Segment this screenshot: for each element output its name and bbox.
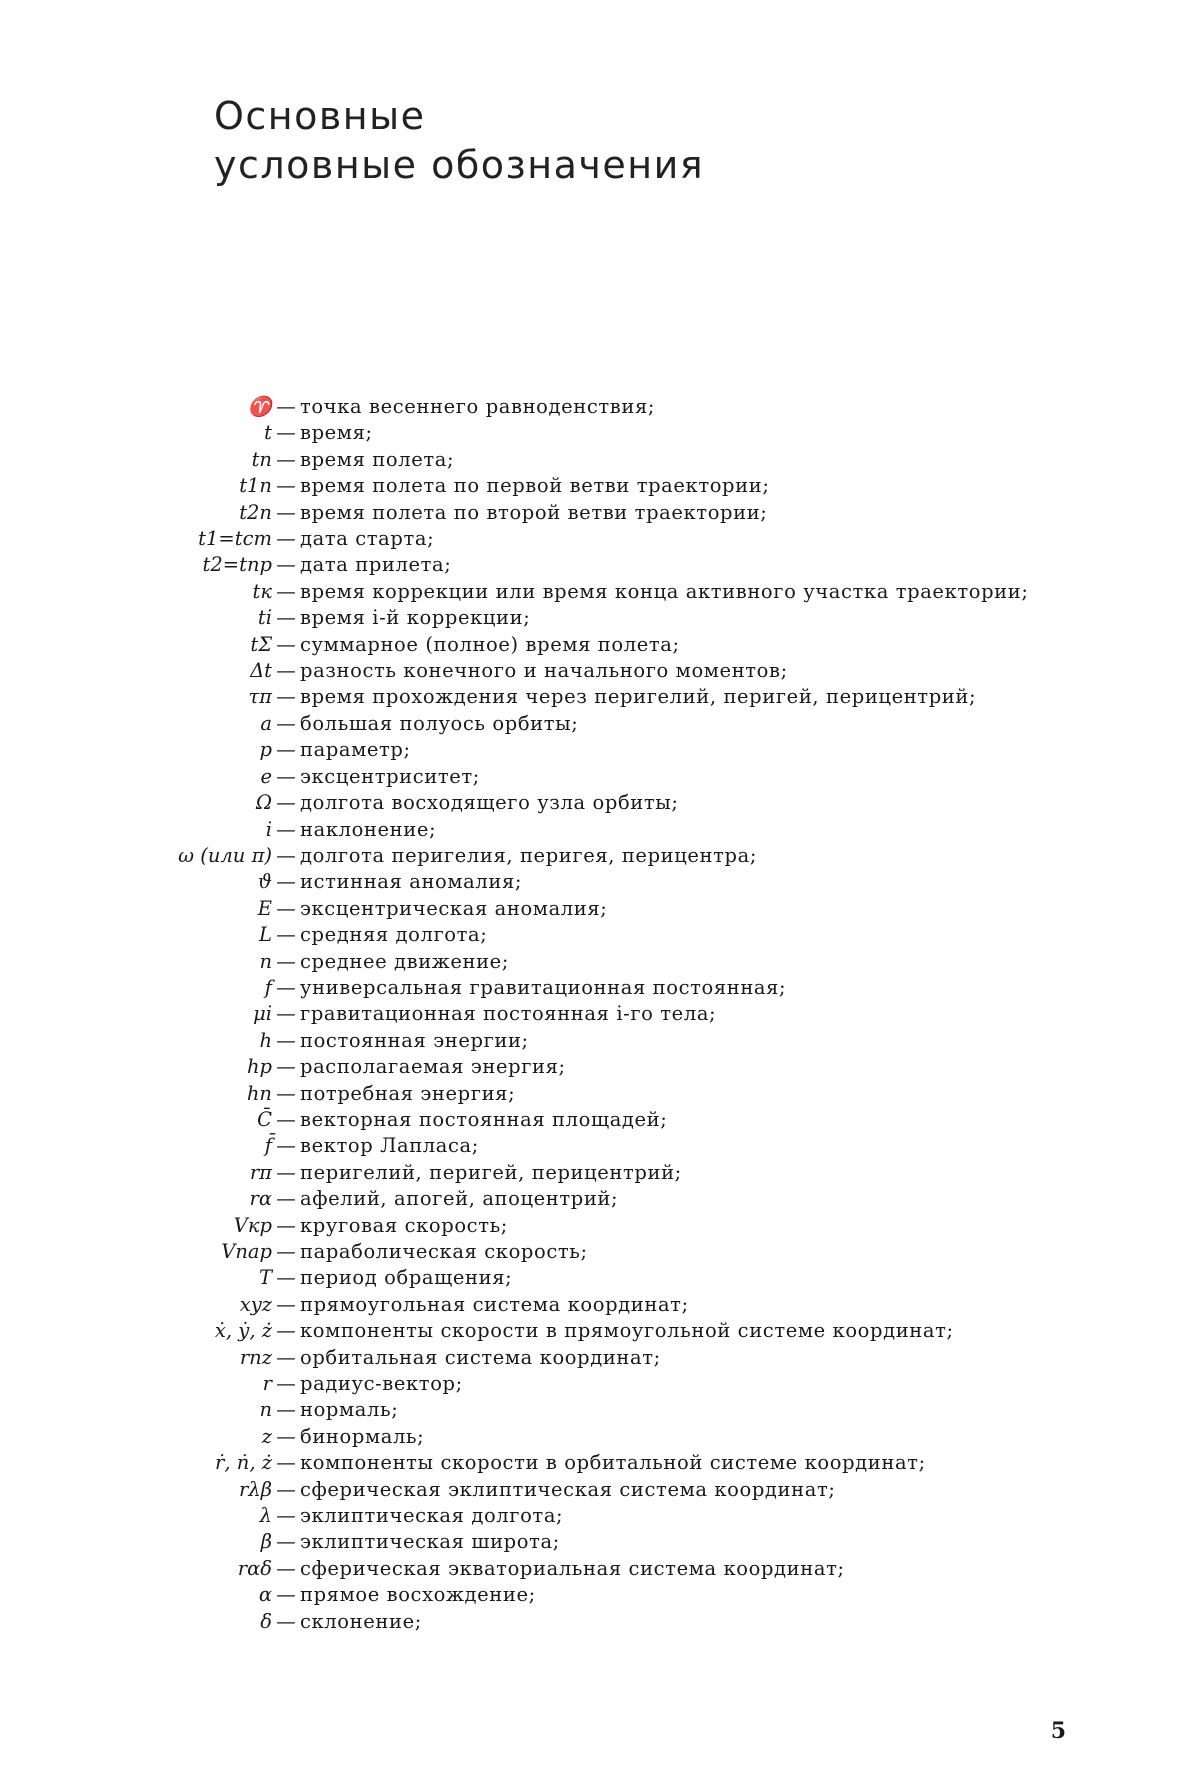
- notation-description: эксцентрическая аномалия;: [300, 896, 608, 920]
- notation-item: [0, 1213, 1200, 1239]
- notation-item: [0, 1186, 1200, 1212]
- notation-item: [0, 949, 1200, 975]
- notation-description: круговая скорость;: [300, 1213, 508, 1237]
- notation-description: прямоугольная система координат;: [300, 1292, 689, 1316]
- notation-symbol: ω (или π): [178, 843, 272, 867]
- notation-dash: —: [276, 1213, 296, 1237]
- notation-symbol: t2=tпр: [202, 553, 272, 577]
- notation-description: долгота перигелия, перигея, перицентра;: [300, 843, 757, 867]
- notation-symbol: xyz: [239, 1292, 272, 1316]
- notation-dash: —: [276, 1002, 296, 1026]
- notation-item: [0, 1477, 1200, 1503]
- notation-item: [0, 1582, 1200, 1608]
- notation-item: [0, 552, 1200, 578]
- notation-symbol: ẋ, ẏ, ż: [214, 1319, 272, 1343]
- notation-description: среднее движение;: [300, 949, 509, 973]
- notation-dash: —: [276, 791, 296, 815]
- notation-dash: —: [276, 1372, 296, 1396]
- notation-dash: —: [276, 1556, 296, 1580]
- notation-item: [0, 1503, 1200, 1529]
- notation-dash: —: [276, 395, 296, 418]
- notation-symbol: h: [259, 1028, 272, 1052]
- notation-symbol: λ: [259, 1504, 272, 1528]
- notation-symbol: r: [262, 1372, 272, 1396]
- notation-dash: —: [276, 764, 296, 788]
- notation-description: эксцентриситет;: [300, 764, 480, 788]
- notation-item: [0, 1239, 1200, 1265]
- notation-symbol: E: [257, 896, 272, 920]
- notation-item: [0, 711, 1200, 737]
- notation-dash: —: [276, 1583, 296, 1607]
- notation-description: средняя долгота;: [300, 923, 488, 947]
- notation-symbol: δ: [260, 1609, 272, 1633]
- notation-description: истинная аномалия;: [300, 870, 523, 894]
- notation-description: располагаемая энергия;: [300, 1055, 566, 1079]
- notation-item: [0, 605, 1200, 631]
- notation-item: [0, 1345, 1200, 1371]
- notation-symbol: n: [259, 949, 272, 973]
- notation-description: прямое восхождение;: [300, 1583, 536, 1607]
- notation-description: эклиптическая широта;: [300, 1530, 560, 1554]
- notation-description: бинормаль;: [300, 1424, 425, 1448]
- notation-item: [0, 579, 1200, 605]
- notation-dash: —: [276, 1292, 296, 1316]
- notation-symbol: hп: [246, 1081, 272, 1105]
- notation-dash: —: [276, 474, 296, 498]
- notation-symbol: e: [260, 764, 272, 788]
- notation-dash: —: [276, 949, 296, 973]
- notation-symbol: f: [264, 975, 272, 999]
- notation-item: [0, 1081, 1200, 1107]
- notation-dash: —: [276, 1424, 296, 1448]
- notation-item: [0, 1001, 1200, 1027]
- notation-description: потребная энергия;: [300, 1081, 516, 1105]
- notation-item: [0, 526, 1200, 552]
- notation-item: [0, 1424, 1200, 1450]
- notation-dash: —: [276, 923, 296, 947]
- notation-symbol: β: [260, 1530, 272, 1554]
- notation-symbol: t1п: [239, 474, 272, 498]
- notation-item: [0, 1397, 1200, 1423]
- notation-item: [0, 658, 1200, 684]
- notation-dash: —: [276, 1398, 296, 1422]
- notation-dash: —: [276, 1055, 296, 1079]
- notation-dash: —: [276, 685, 296, 709]
- notation-dash: —: [276, 500, 296, 524]
- notation-description: параболическая скорость;: [300, 1240, 588, 1263]
- notation-symbol: ti: [257, 606, 272, 630]
- notation-symbol: μi: [253, 1002, 272, 1026]
- notation-symbol: rnz: [239, 1345, 272, 1369]
- notation-dash: —: [276, 1530, 296, 1554]
- notation-item: [0, 869, 1200, 895]
- notation-dash: —: [276, 527, 296, 551]
- page-title: [214, 92, 704, 190]
- notation-description: склонение;: [300, 1609, 422, 1633]
- notation-symbol: rλβ: [239, 1477, 272, 1501]
- notation-item: [0, 1054, 1200, 1080]
- notation-symbol: rπ: [249, 1160, 272, 1184]
- notation-symbol: f̄: [264, 1134, 272, 1158]
- notation-dash: —: [276, 1081, 296, 1105]
- notation-item: [0, 1265, 1200, 1291]
- notation-description: дата прилета;: [300, 553, 452, 577]
- notation-description: время коррекции или время конца активного участка траектории;: [300, 579, 1029, 603]
- notation-symbol: L: [259, 923, 272, 947]
- notation-description: большая полуось орбиты;: [300, 711, 579, 735]
- notation-item: [0, 1556, 1200, 1582]
- notation-dash: —: [276, 711, 296, 735]
- notation-item: [0, 975, 1200, 1001]
- notation-description: разность конечного и начального моментов;: [300, 659, 788, 683]
- notation-description: дата старта;: [300, 527, 435, 551]
- notation-item: [0, 1529, 1200, 1555]
- notation-symbol: α: [258, 1583, 272, 1607]
- notation-dash: —: [276, 632, 296, 656]
- notation-dash: —: [276, 1504, 296, 1528]
- notation-dash: —: [276, 1266, 296, 1290]
- notation-item: [0, 896, 1200, 922]
- notation-item: [0, 764, 1200, 790]
- notation-symbol: tп: [251, 447, 272, 471]
- notation-item: [0, 394, 1200, 420]
- notation-symbol: τπ: [248, 685, 272, 709]
- notation-item: [0, 817, 1200, 843]
- notation-description: компоненты скорости в орбитальной системе координат;: [300, 1451, 926, 1475]
- notation-description: вектор Лапласа;: [300, 1134, 479, 1158]
- notation-description: постоянная энергии;: [300, 1028, 529, 1052]
- notation-description: орбитальная система координат;: [300, 1345, 661, 1369]
- notation-description: время;: [300, 421, 373, 445]
- notation-description: параметр;: [300, 738, 411, 762]
- notation-description: афелий, апогей, апоцентрий;: [300, 1187, 619, 1211]
- notation-symbol: t2п: [239, 500, 272, 524]
- notation-dash: —: [276, 1345, 296, 1369]
- notation-dash: —: [276, 1134, 296, 1158]
- page-title-line-2: условные обозначения: [214, 143, 705, 187]
- notation-item: [0, 1160, 1200, 1186]
- notation-symbol: a: [260, 711, 272, 735]
- notation-symbol: z: [261, 1424, 272, 1448]
- page-title-line-1: Основные: [214, 94, 426, 138]
- notation-item: [0, 420, 1200, 446]
- notation-dash: —: [276, 1477, 296, 1501]
- notation-symbol: Δt: [250, 659, 272, 683]
- notation-description: векторная постоянная площадей;: [300, 1107, 668, 1131]
- page-number: 5: [1050, 1718, 1066, 1744]
- notation-dash: —: [276, 553, 296, 577]
- notation-description: суммарное (полное) время полета;: [300, 632, 680, 656]
- notation-dash: —: [276, 1107, 296, 1131]
- notation-dash: —: [276, 817, 296, 841]
- notation-description: сферическая эклиптическая система координат;: [300, 1477, 836, 1501]
- notation-dash: —: [276, 447, 296, 471]
- notation-dash: —: [276, 843, 296, 867]
- notation-item: [0, 1318, 1200, 1344]
- notation-symbol: Vпар: [221, 1240, 272, 1263]
- notation-description: наклонение;: [300, 817, 437, 841]
- notation-description: время полета;: [300, 447, 455, 471]
- notation-item: [0, 1133, 1200, 1159]
- notation-symbol: tк: [252, 579, 272, 603]
- notation-symbol: Ω: [255, 791, 272, 815]
- notation-item: [0, 1371, 1200, 1397]
- notation-item: [0, 922, 1200, 948]
- notation-symbol: T: [258, 1266, 272, 1290]
- notation-symbol: hр: [246, 1055, 272, 1079]
- notation-symbol: rαδ: [237, 1556, 272, 1580]
- notation-dash: —: [276, 1240, 296, 1263]
- notation-item: [0, 632, 1200, 658]
- notation-item: [0, 684, 1200, 710]
- notation-description: точка весеннего равноденствия;: [300, 395, 656, 418]
- notation-symbol: p: [259, 738, 272, 762]
- notation-dash: —: [276, 896, 296, 920]
- notation-item: [0, 790, 1200, 816]
- notation-description: время полета по первой ветви траектории;: [300, 474, 770, 498]
- notation-dash: —: [276, 579, 296, 603]
- notation-description: универсальная гравитационная постоянная;: [300, 975, 787, 999]
- notation-item: [0, 737, 1200, 763]
- notation-item: [0, 843, 1200, 869]
- notation-symbol: rα: [249, 1187, 272, 1211]
- notation-description: время i-й коррекции;: [300, 606, 531, 630]
- notation-symbol: ṙ, ṅ, ż: [215, 1451, 272, 1475]
- notation-description: время прохождения через перигелий, перигей, перицентрий;: [300, 685, 977, 709]
- notation-item: [0, 1292, 1200, 1318]
- notation-dash: —: [276, 1451, 296, 1475]
- notation-item: [0, 1107, 1200, 1133]
- notation-list: [0, 394, 1200, 1635]
- notation-dash: —: [276, 606, 296, 630]
- notation-dash: —: [276, 1319, 296, 1343]
- notation-dash: —: [276, 1028, 296, 1052]
- notation-dash: —: [276, 738, 296, 762]
- notation-description: время полета по второй ветви траектории;: [300, 500, 768, 524]
- notation-symbol: tΣ: [250, 632, 272, 656]
- notation-item: [0, 1450, 1200, 1476]
- notation-symbol: ♈: [247, 395, 272, 418]
- notation-dash: —: [276, 1187, 296, 1211]
- notation-item: [0, 473, 1200, 499]
- notation-dash: —: [276, 870, 296, 894]
- notation-description: нормаль;: [300, 1398, 399, 1422]
- notation-symbol: i: [265, 817, 272, 841]
- notation-description: сферическая экваториальная система координат;: [300, 1556, 845, 1580]
- notation-symbol: t1=tст: [198, 527, 272, 551]
- notation-description: эклиптическая долгота;: [300, 1504, 564, 1528]
- notation-symbol: Vкр: [233, 1213, 272, 1237]
- notation-item: [0, 1609, 1200, 1635]
- notation-description: компоненты скорости в прямоугольной системе координат;: [300, 1319, 954, 1343]
- notation-dash: —: [276, 1160, 296, 1184]
- notation-description: перигелий, перигей, перицентрий;: [300, 1160, 682, 1184]
- notation-description: период обращения;: [300, 1266, 513, 1290]
- notation-symbol: ϑ: [258, 870, 272, 894]
- notation-dash: —: [276, 1609, 296, 1633]
- notation-dash: —: [276, 421, 296, 445]
- notation-item: [0, 500, 1200, 526]
- notation-symbol: n: [259, 1398, 272, 1422]
- notation-description: гравитационная постоянная i-го тела;: [300, 1002, 717, 1026]
- notation-item: [0, 1028, 1200, 1054]
- notation-symbol: C̄: [257, 1107, 272, 1131]
- notation-description: радиус-вектор;: [300, 1372, 463, 1396]
- notation-dash: —: [276, 659, 296, 683]
- notation-dash: —: [276, 975, 296, 999]
- notation-symbol: t: [264, 421, 272, 445]
- notation-description: долгота восходящего узла орбиты;: [300, 791, 679, 815]
- notation-item: [0, 447, 1200, 473]
